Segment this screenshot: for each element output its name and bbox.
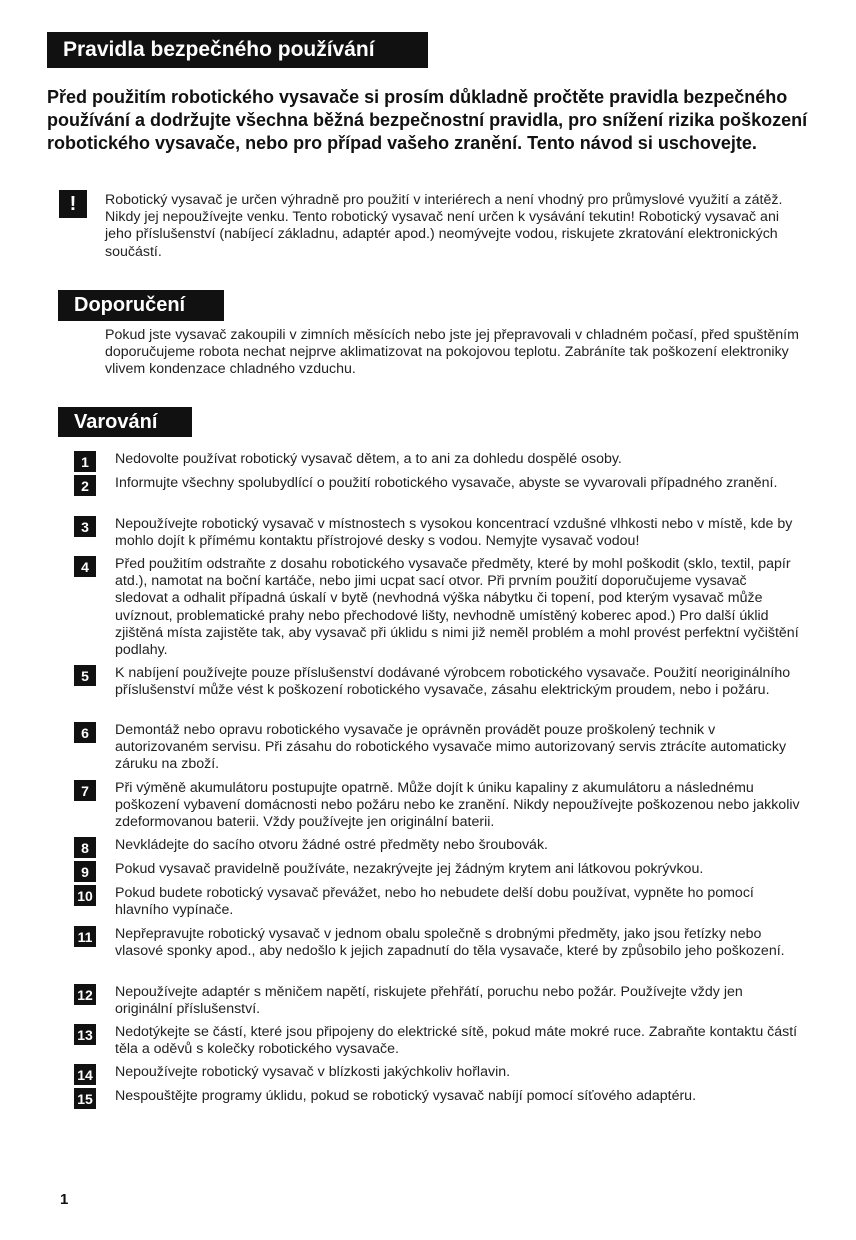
item-number: 7 — [74, 780, 96, 801]
item-number: 2 — [74, 475, 96, 496]
item-text: Před použitím odstraňte z dosahu robotického vysavače předměty, které by mohl poškodit (sklo, textil, papír atd.), namotat na boční kartáče, nebo jimi ucpat sací otvor. Při prvním použití doporučujeme vysavač sledovat a odhalit případná úskalí v bytě (nevhodná výška nábytku či topení, pod kterým vysavač může uvíznout, problematické prahy nebo přechodové lišty, nevhodně umístěný koberec apod.) Pro další úklid zjištěná místa zajistěte tak, aby vysavač při úklidu s nimi již neměl problém a mohl provést perfektní vyčištění podlahy. — [115, 556, 799, 659]
exclamation-icon: ! — [59, 190, 87, 218]
item-text: Nespouštějte programy úklidu, pokud se robotický vysavač nabíjí pomocí síťového adaptéru. — [115, 1088, 697, 1104]
item-text: Nepoužívejte robotický vysavač v místnostech s vysokou koncentrací vzdušné vlhkosti nebo v místě, kde by mohlo dojít k přímému kontaktu přístrojové desky s vodou. Nemyjte vysavač vodou! — [115, 516, 793, 550]
item-number: 1 — [74, 451, 96, 472]
item-text: Nepoužívejte robotický vysavač v blízkosti jakýchkoliv hořlavin. — [115, 1064, 511, 1080]
item-text: Nedotýkejte se částí, které jsou připojeny do elektrické sítě, pokud máte mokré ruce. Zabraňte kontaktu částí těla a oděvů s kolečky robotického vysavače. — [115, 1024, 798, 1058]
item-number: 9 — [74, 861, 96, 882]
item-text: Demontáž nebo opravu robotického vysavače je oprávněn provádět pouze proškolený technik v autorizovaném servisu. Při zásahu do robotického vysavače mimo autorizovaný servis ztrácíte automaticky záruku na zboží. — [115, 722, 787, 773]
doporuceni-text: Pokud jste vysavač zakoupili v zimních měsících nebo jste jej přepravovali v chladném počasí, před spuštěním doporučujeme robota nechat nejprve aklimatizovat na pokojovou teplotu. Zabráníte tak poškození elektroniky vlivem kondenzace chladného vzduchu. — [105, 327, 799, 378]
item-text: Nedovolte používat robotický vysavač dětem, a to ani za dohledu dospělé osoby. — [115, 451, 622, 467]
item-text: K nabíjení používejte pouze příslušenství dodávané výrobcem robotického vysavače. Použití neoriginálního příslušenství může vést k poškození robotického vysavače, zásahu elektrickým proudem, nebo i požáru. — [115, 665, 791, 699]
item-text: Nevkládejte do sacího otvoru žádné ostré předměty nebo šroubovák. — [115, 837, 548, 853]
item-text: Pokud vysavač pravidelně používáte, nezakrývejte jej žádným krytem ani látkovou pokrývkou. — [115, 861, 704, 877]
item-number: 11 — [74, 926, 96, 947]
page-number: 1 — [60, 1191, 69, 1208]
item-number: 14 — [74, 1064, 96, 1085]
item-number: 10 — [74, 885, 96, 906]
item-number: 6 — [74, 722, 96, 743]
item-number: 15 — [74, 1088, 96, 1109]
warning-text: Robotický vysavač je určen výhradně pro použití v interiérech a není vhodný pro průmyslové využití a zátěž. Nikdy jej nepoužívejte venku. Tento robotický vysavač není určen k vysávání tekutin! Robotický vysavač ani jeho příslušenství (nabíjecí základnu, adaptér apod.) neomývejte vodou, riskujete zkratování elektronických součástí. — [105, 192, 783, 260]
item-number: 13 — [74, 1024, 96, 1045]
varovani-heading: Varování — [58, 407, 192, 437]
doporuceni-heading: Doporučení — [58, 290, 224, 321]
page-title: Pravidla bezpečného používání — [47, 32, 428, 68]
item-number: 8 — [74, 837, 96, 858]
item-text: Nepoužívejte adaptér s měničem napětí, riskujete přehřátí, poruchu nebo požár. Používejte vždy jen originální příslušenství. — [115, 984, 743, 1018]
item-text: Při výměně akumulátoru postupujte opatrně. Může dojít k úniku kapaliny z akumulátoru a následnému poškození vybavení domácnosti nebo požáru nebo ke zranění. Nikdy nepoužívejte poškozenou nebo jakkoliv zdeformovanou baterii. Vždy používejte jen originální baterii. — [115, 780, 800, 831]
item-number: 3 — [74, 516, 96, 537]
item-text: Informujte všechny spolubydlící o použití robotického vysavače, abyste se vyvarovali případného zranění. — [115, 475, 778, 491]
item-text: Nepřepravujte robotický vysavač v jednom obalu společně s drobnými předměty, jako jsou řetízky nebo vlasové sponky apod., aby nedošlo k jejich zapadnutí do těla vysavače, které by způsobilo jeho poškození. — [115, 926, 785, 960]
intro-text: Před použitím robotického vysavače si prosím důkladně pročtěte pravidla bezpečného používání a dodržujte všechna běžná bezpečnostní pravidla, pro snížení rizika poškození robotického vysavače, nebo pro případ vašeho zranění. Tento návod si uschovejte. — [47, 87, 808, 153]
item-text: Pokud budete robotický vysavač převážet, nebo ho nebudete delší dobu používat, vypněte ho pomocí hlavního vypínače. — [115, 885, 754, 919]
item-number: 5 — [74, 665, 96, 686]
item-number: 4 — [74, 556, 96, 577]
item-number: 12 — [74, 984, 96, 1005]
